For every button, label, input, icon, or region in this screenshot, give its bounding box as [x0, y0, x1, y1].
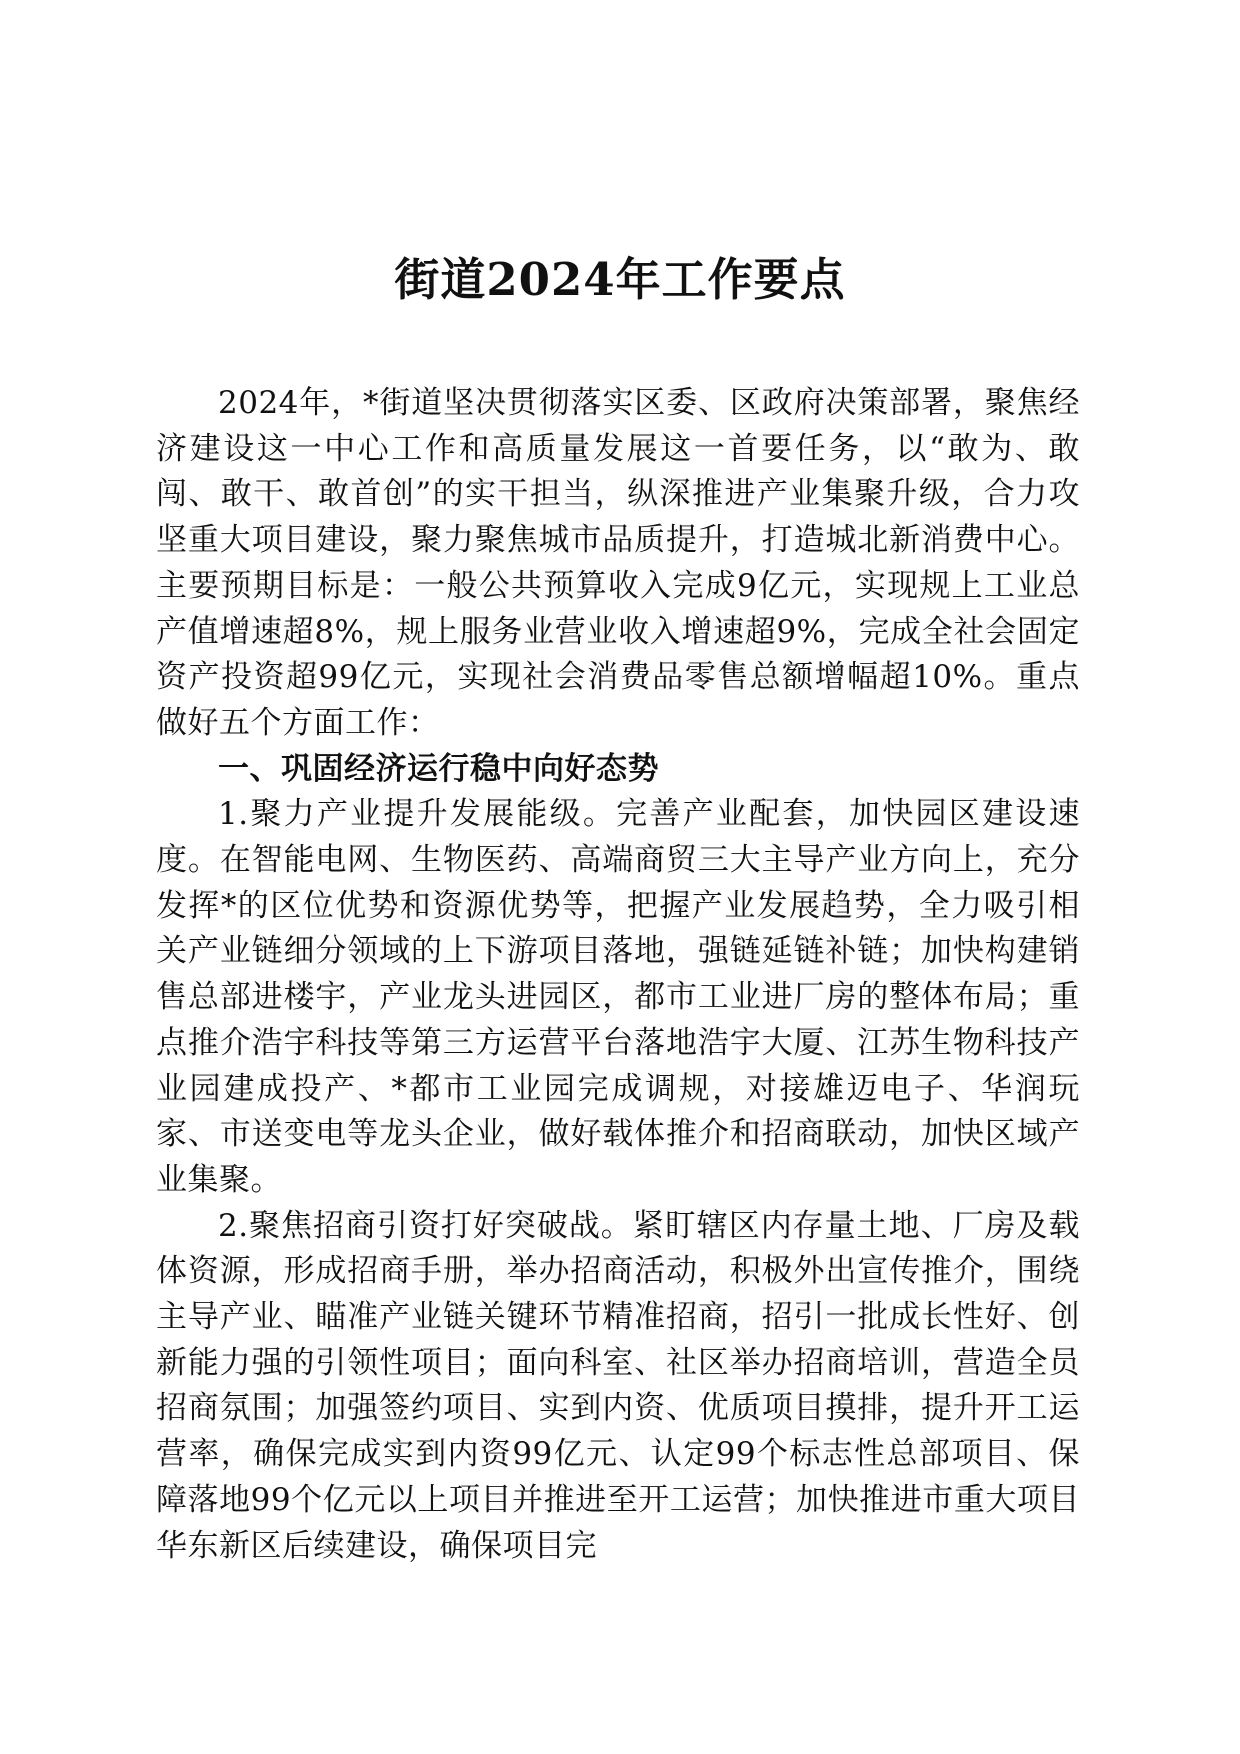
item-2-paragraph: 2.聚焦招商引资打好突破战。紧盯辖区内存量土地、厂房及载体资源，形成招商手册，举办招商活动，积极外出宣传推介，围绕主导产业、瞄准产业链关键环节精准招商，招引一批成长性好、创新能力强的引领性项目；面向科室、社区举办招商培训，营造全员招商氛围；加强签约项目、实到内资、优质项目摸排，提升开工运营率，确保完成实到内资99亿元、认定99个标志性总部项目、保障落地99个亿元以上项目并推进至开工运营；加快推进市重大项目华东新区后续建设，确保项目完	[156, 1207, 1080, 1564]
section-heading: 一、巩固经济运行稳中向好态势	[218, 750, 659, 787]
item-1-paragraph: 1.聚力产业提升发展能级。完善产业配套，加快园区建设速度。在智能电网、生物医药、高端商贸三大主导产业方向上，充分发挥*的区位优势和资源优势等，把握产业发展趋势，全力吸引相关产业链细分领域的上下游项目落地，强链延链补链；加快构建销售总部进楼宇，产业龙头进园区，都市工业进厂房的整体布局；重点推介浩宇科技等第三方运营平台落地浩宇大厦、江苏生物科技产业园建成投产、*都市工业园完成调规，对接雄迈电子、华润玩家、市送变电等龙头企业，做好载体推介和招商联动，加快区域产业集聚。	[156, 796, 1080, 1198]
document-title: 街道2024年工作要点	[394, 253, 846, 306]
intro-paragraph: 2024年，*街道坚决贯彻落实区委、区政府决策部署，聚焦经济建设这一中心工作和高质量发展这一首要任务，以“敢为、敢闯、敢干、敢首创”的实干担当，纵深推进产业集聚升级，合力攻坚重大项目建设，聚力聚焦城市品质提升，打造城北新消费中心。主要预期目标是：一般公共预算收入完成9亿元，实现规上工业总产值增速超8%，规上服务业营业收入增速超9%，完成全社会固定资产投资超99亿元，实现社会消费品零售总额增幅超10%。重点做好五个方面工作：	[156, 385, 1080, 741]
document-body	[156, 381, 1080, 1569]
